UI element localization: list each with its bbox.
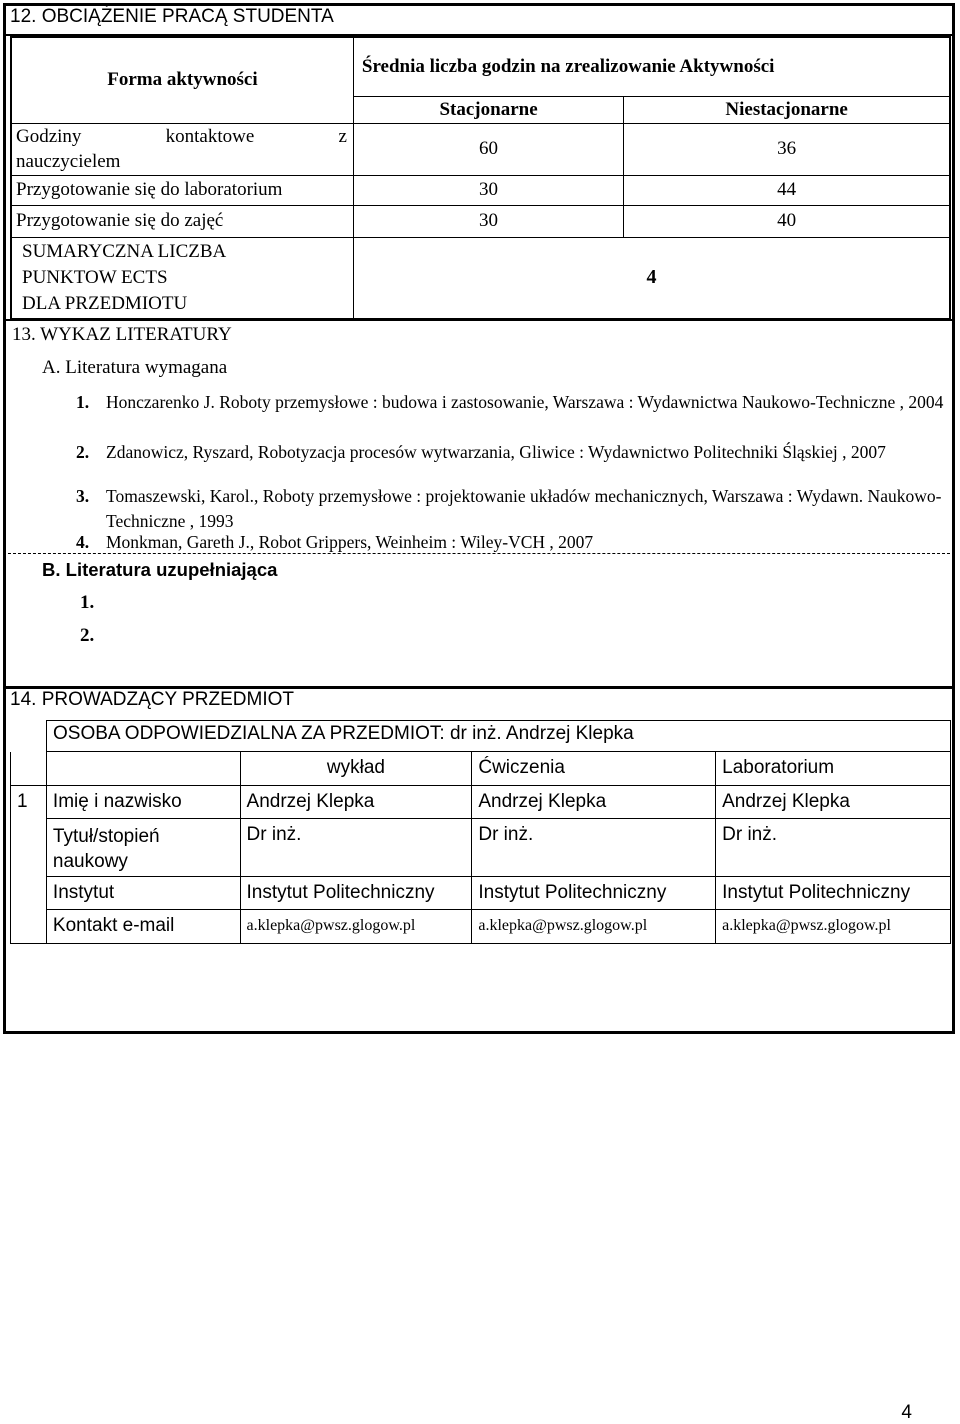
literature-item: Honczarenko J. Roboty przemysłowe : budowa i zastosowanie, Warszawa : Wydawnictwa Naukowo-Techniczne , 2004 [106,392,944,412]
page-number: 4 [901,1402,912,1423]
activity-cell: Przygotowanie się do laboratorium [11,175,353,205]
institute-value: Instytut Politechniczny [716,877,951,910]
instructors-table [10,751,951,944]
row-label: Tytuł/stopień naukowy [46,819,240,877]
required-literature-heading: A. Literatura wymagana [42,357,228,378]
email-value: a.klepka@pwsz.glogow.pl [472,910,716,944]
nonstationary-value: 44 [624,175,950,205]
activity-cell: Przygotowanie się do zajęć [11,205,353,237]
email-value: a.klepka@pwsz.glogow.pl [716,910,951,944]
nonstationary-value: 40 [624,205,950,237]
activity-line-1 [16,124,353,149]
ects-value: 4 [353,237,950,319]
stationary-value: 30 [353,205,623,237]
activity-word: Godziny [16,126,82,147]
section-14-heading: 14. PROWADZĄCY PRZEDMIOT [10,689,294,710]
column-laboratory: Laboratorium [716,752,951,786]
section-12-heading: 12. OBCIĄŻENIE PRACĄ STUDENTA [10,6,334,27]
supplementary-literature-heading: B. Literatura uzupełniająca [42,559,278,580]
list-number: 1. [80,592,95,613]
ects-label-line: DLA PRZEDMIOTU [22,292,188,314]
title-value: Dr inż. [240,819,472,877]
ects-label-line: PUNKTOW ECTS [22,266,168,288]
stationary-value: 60 [353,123,623,175]
ects-label-line: SUMARYCZNA LICZBA [22,240,227,262]
list-number: 3. [76,486,90,506]
name-value: Andrzej Klepka [240,786,472,819]
row-number: 1 [11,786,47,944]
list-number: 2. [80,625,95,646]
list-number: 1. [76,392,90,412]
list-number: 2. [76,442,90,462]
literature-item: Zdanowicz, Ryszard, Robotyzacja procesów wytwarzania, Gliwice : Wydawnictwo Politechniki Śląskiej , 2007 [106,442,886,462]
header-activity: Forma aktywności [11,37,353,123]
header-nonstationary: Niestacjonarne [624,96,950,123]
column-exercises: Ćwiczenia [472,752,716,786]
workload-table [10,36,951,320]
blank-cell [46,752,240,786]
header-stationary: Stacjonarne [353,96,623,123]
blank-cell [11,752,47,786]
institute-value: Instytut Politechniczny [240,877,472,910]
name-value: Andrzej Klepka [716,786,951,819]
responsible-person: OSOBA ODPOWIEDZIALNA ZA PRZEDMIOT: dr inż. Andrzej Klepka [46,720,951,752]
column-lecture: wykład [240,752,472,786]
activity-cell [11,123,353,175]
divider [3,319,955,321]
list-number: 4. [76,532,90,552]
section-13-heading: 13. WYKAZ LITERATURY [12,324,232,345]
row-label: Imię i nazwisko [46,786,240,819]
title-value: Dr inż. [472,819,716,877]
nonstationary-value: 36 [624,123,950,175]
header-hours: Średnia liczba godzin na zrealizowanie Aktywności [353,37,950,96]
email-value: a.klepka@pwsz.glogow.pl [240,910,472,944]
activity-word: z [338,126,347,147]
institute-value: Instytut Politechniczny [472,877,716,910]
stationary-value: 30 [353,175,623,205]
title-value: Dr inż. [716,819,951,877]
dashed-divider [3,553,955,554]
row-label: Instytut [46,877,240,910]
ects-label [11,237,353,319]
literature-item: Tomaszewski, Karol., Roboty przemysłowe : projektowanie układów mechanicznych, Warszawa : Wydawn. Naukowo-Techniczne , 1993 [106,486,942,531]
activity-line-2: nauczycielem [16,151,121,172]
activity-word: kontaktowe [165,126,255,147]
name-value: Andrzej Klepka [472,786,716,819]
literature-item: Monkman, Gareth J., Robot Grippers, Weinheim : Wiley-VCH , 2007 [106,532,594,552]
row-label: Kontakt e-mail [46,910,240,944]
